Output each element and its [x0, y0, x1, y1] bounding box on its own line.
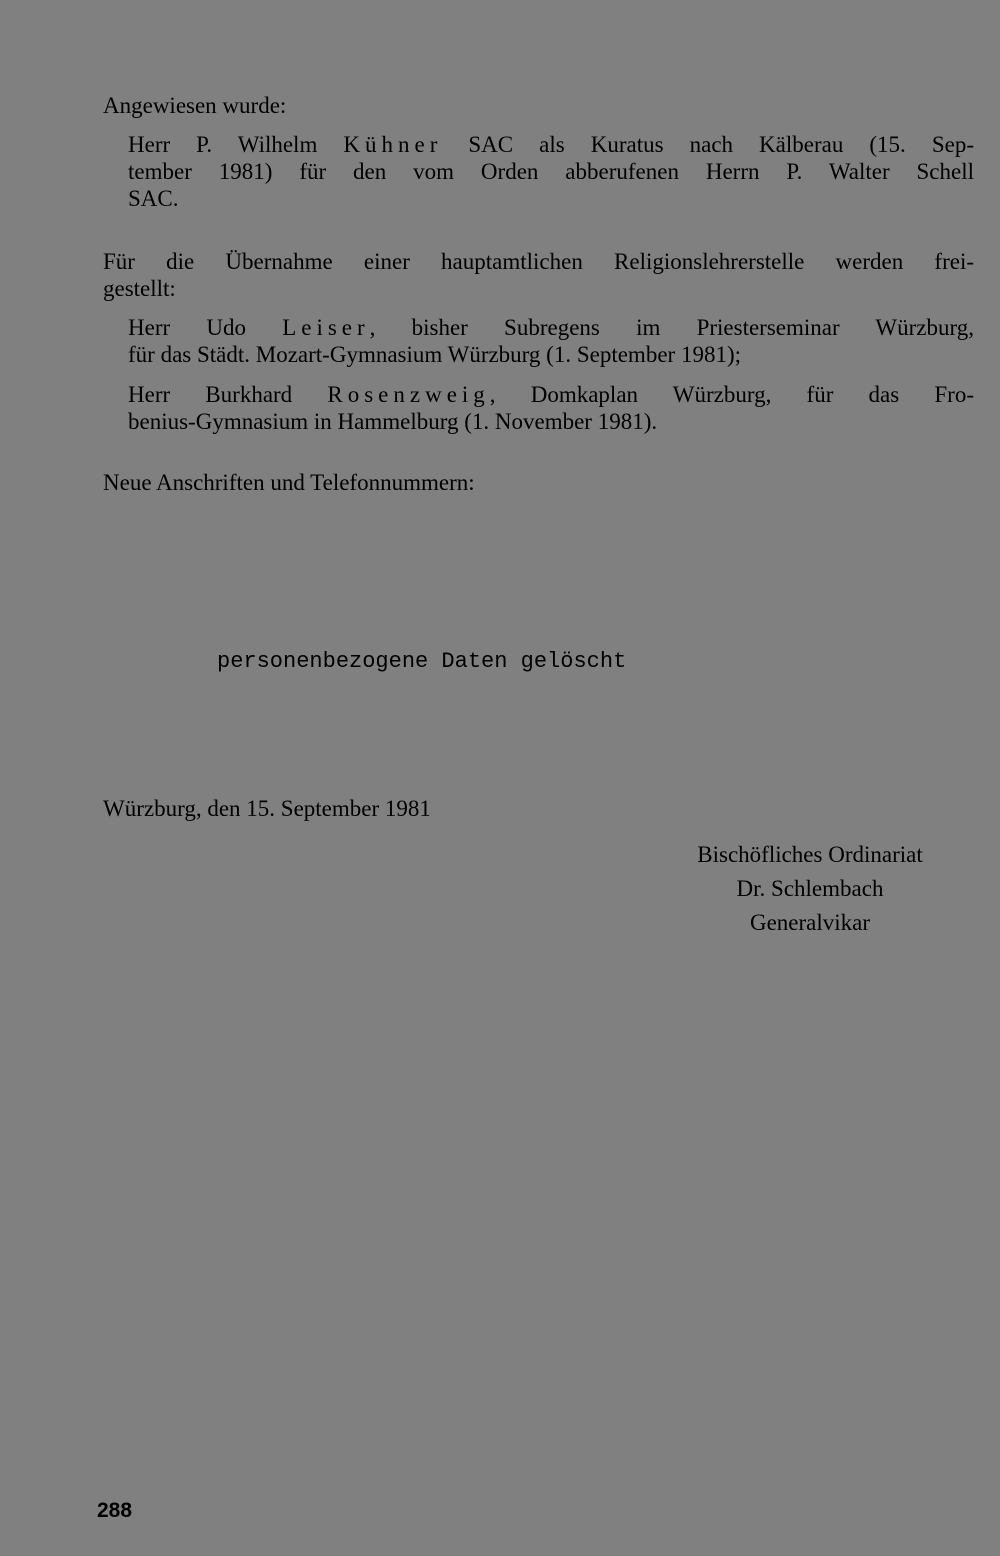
text-segment: Herr P. Wilhelm [128, 132, 344, 157]
signature-line-3: Generalvikar [749, 910, 871, 935]
entry-kuehner [128, 131, 974, 212]
signature-line-2: Dr. Schlembach [736, 876, 884, 901]
name-leiser: Leiser [282, 315, 370, 340]
entry-leiser [128, 314, 974, 368]
text-segment: Herr Udo [128, 315, 283, 340]
name-kuehner: Kühner [343, 132, 443, 157]
text-segment: Herr Burkhard [128, 382, 328, 407]
entry-kuehner-line-2: tember 1981) für den vom Orden abberufenen Herrn P. Walter Schell [128, 159, 974, 184]
text-segment: , Domkaplan Würzburg, für das Fro- [489, 382, 974, 407]
heading-addresses: Neue Anschriften und Telefonnummern: [103, 470, 475, 495]
text-segment: , bisher Subregens im Priesterseminar Würzburg, [369, 315, 975, 340]
signature-line-1: Bischöfliches Ordinariat [697, 842, 923, 867]
intro-released [103, 248, 974, 302]
entry-rosenzweig-line-1 [128, 381, 974, 408]
entry-kuehner-line-3: SAC. [128, 186, 179, 211]
page-number: 288 [97, 1499, 133, 1522]
text-segment: SAC als Kuratus nach Kälberau (15. Sep- [442, 132, 974, 157]
entry-rosenzweig [128, 381, 974, 435]
dateline: Würzburg, den 15. September 1981 [103, 796, 431, 821]
entry-leiser-line-2: für das Städt. Mozart-Gymnasium Würzburg (1. September 1981); [128, 342, 741, 367]
signature-block [655, 838, 965, 940]
intro-released-line-2: gestellt: [103, 276, 176, 301]
entry-leiser-line-1 [128, 314, 974, 341]
entry-rosenzweig-line-2: benius-Gymnasium in Hammelburg (1. November 1981). [128, 409, 658, 434]
name-rosenzweig: Rosenzweig [327, 382, 490, 407]
heading-assigned: Angewiesen wurde: [103, 93, 287, 118]
redaction-note: personenbezogene Daten gelöscht [217, 649, 627, 674]
entry-kuehner-line-1 [128, 131, 974, 158]
intro-released-line-1: Für die Übernahme einer hauptamtlichen Religionslehrerstelle werden frei- [103, 249, 974, 274]
